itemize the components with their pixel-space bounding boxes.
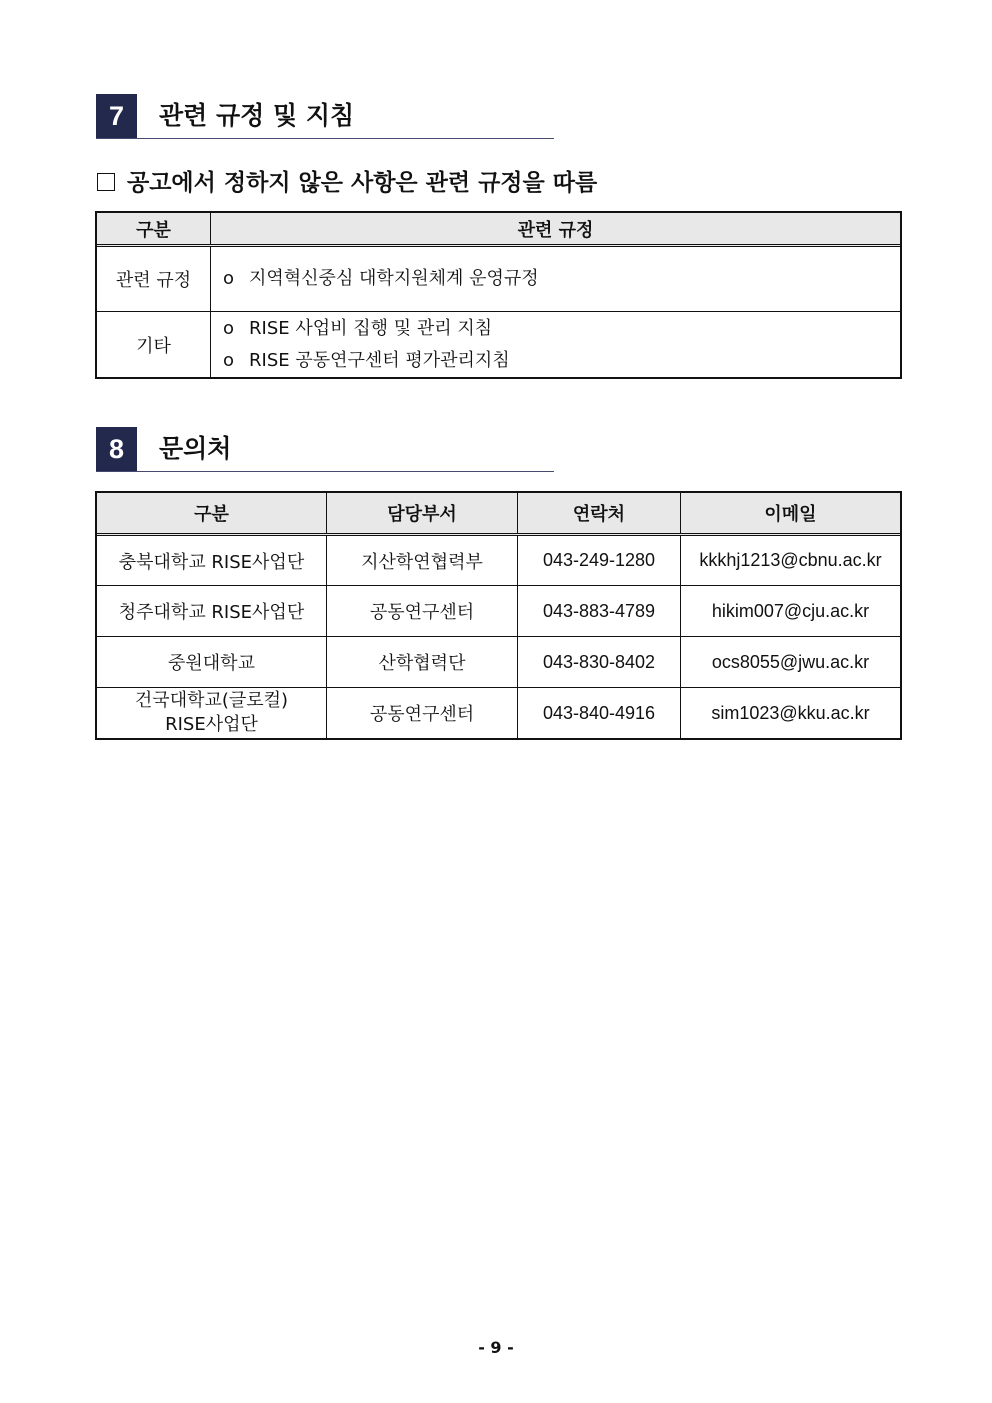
table-row: [97, 535, 901, 586]
dept-cell: 공동연구센터: [327, 688, 518, 739]
section-7-heading: [96, 94, 554, 139]
header-cell: 관련 규정: [211, 213, 901, 246]
notice-text: 공고에서 정하지 않은 사항은 관련 규정을 따름: [127, 170, 598, 196]
regulation-item: RISE 사업비 집행 및 관리 지침: [249, 317, 493, 339]
table-row: [97, 688, 901, 739]
phone-cell: 043-883-4789: [518, 586, 681, 637]
table-row: [97, 246, 901, 312]
dept-cell: 공동연구센터: [327, 586, 518, 637]
org-cell: 중원대학교: [97, 637, 327, 688]
page-number: - 9 -: [478, 1338, 514, 1357]
category-cell: 관련 규정: [97, 246, 211, 312]
phone-cell: 043-840-4916: [518, 688, 681, 739]
table-row: [97, 312, 901, 378]
org-line: 건국대학교(글로컬): [134, 690, 289, 711]
regulation-item: RISE 공동연구센터 평가관리지침: [249, 349, 510, 371]
dept-cell: 산학협력단: [327, 637, 518, 688]
contacts-table: [96, 492, 901, 739]
table-row: [97, 586, 901, 637]
table-header-row: [97, 493, 901, 535]
email-cell: hikim007@cju.ac.kr: [681, 586, 901, 637]
category-cell: 기타: [97, 312, 211, 378]
bullet-icon: ο: [223, 268, 235, 289]
bullet-icon: ο: [223, 317, 235, 339]
section-number: 8: [96, 427, 137, 471]
table-row: [97, 637, 901, 688]
section-8-heading: [96, 427, 554, 472]
table-header-row: [97, 213, 901, 246]
bullet-icon: ο: [223, 349, 235, 371]
phone-cell: 043-830-8402: [518, 637, 681, 688]
regulation-item: 지역혁신중심 대학지원체계 운영규정: [249, 268, 539, 289]
section-number: 7: [96, 94, 137, 138]
regulations-table: [96, 212, 901, 378]
header-cell: 구분: [97, 213, 211, 246]
phone-cell: 043-249-1280: [518, 535, 681, 586]
org-cell: 충북대학교 RISE사업단: [97, 535, 327, 586]
notice-line: [97, 164, 597, 197]
section-title: 문의처: [159, 434, 232, 463]
email-cell: kkkhj1213@cbnu.ac.kr: [681, 535, 901, 586]
section-title: 관련 규정 및 지침: [159, 101, 355, 130]
header-cell: 연락처: [518, 493, 681, 535]
org-line: RISE사업단: [165, 714, 258, 735]
email-cell: ocs8055@jwu.ac.kr: [681, 637, 901, 688]
email-cell: sim1023@kku.ac.kr: [681, 688, 901, 739]
regulation-cell: [211, 246, 901, 312]
dept-cell: 지산학연협력부: [327, 535, 518, 586]
org-cell: [97, 688, 327, 739]
header-cell: 이메일: [681, 493, 901, 535]
regulation-cell: [211, 312, 901, 378]
header-cell: 담당부서: [327, 493, 518, 535]
org-cell: 청주대학교 RISE사업단: [97, 586, 327, 637]
checkbox-square-icon: [97, 173, 115, 191]
header-cell: 구분: [97, 493, 327, 535]
